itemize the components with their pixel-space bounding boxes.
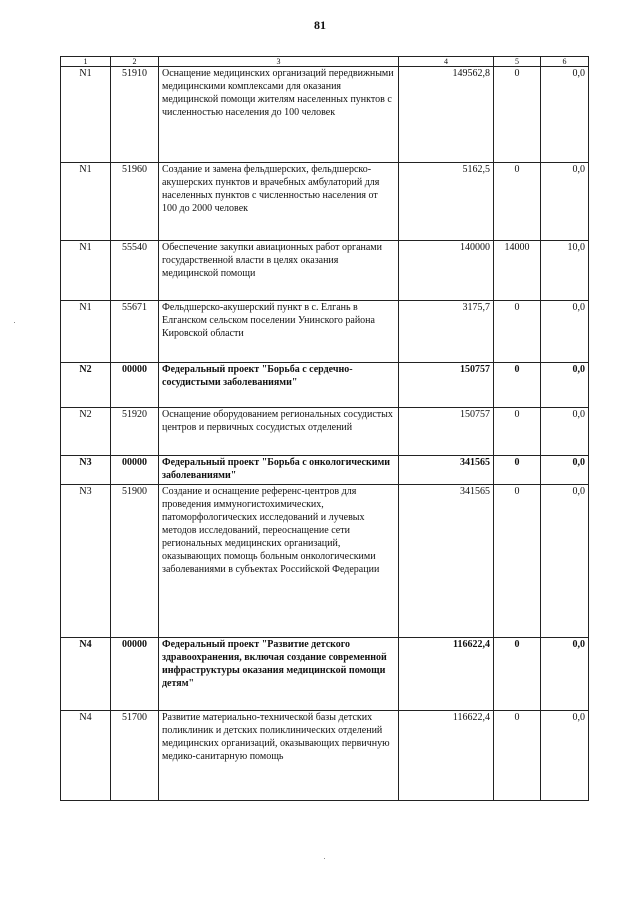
section-code: N2 xyxy=(61,363,111,408)
expense-code: 00000 xyxy=(111,638,159,711)
table-row xyxy=(61,456,589,485)
table-row xyxy=(61,163,589,241)
row-description: Федеральный проект "Борьба с сердечно-сосудистыми заболеваниями" xyxy=(159,363,399,408)
section-code: N1 xyxy=(61,67,111,163)
page-number: 81 xyxy=(314,18,326,32)
amount-total: 5162,5 xyxy=(399,163,494,241)
amount-total: 150757 xyxy=(399,408,494,456)
amount-col5: 0 xyxy=(494,711,541,801)
table-row xyxy=(61,711,589,801)
amount-total: 116622,4 xyxy=(399,711,494,801)
expense-code: 00000 xyxy=(111,456,159,485)
amount-total: 140000 xyxy=(399,241,494,301)
amount-col6: 0,0 xyxy=(541,456,589,485)
expense-code: 51700 xyxy=(111,711,159,801)
table-row xyxy=(61,301,589,363)
section-code: N4 xyxy=(61,711,111,801)
header-cell-4: 4 xyxy=(399,57,494,67)
amount-col6: 0,0 xyxy=(541,711,589,801)
amount-col5: 0 xyxy=(494,363,541,408)
section-code: N3 xyxy=(61,485,111,638)
amount-col6: 0,0 xyxy=(541,638,589,711)
amount-col5: 0 xyxy=(494,638,541,711)
section-code: N4 xyxy=(61,638,111,711)
row-description: Федеральный проект "Развитие детского здравоохранения, включая создание современной инфраструктуры оказания медицинской помощи детям" xyxy=(159,638,399,711)
amount-col6: 0,0 xyxy=(541,363,589,408)
table-row xyxy=(61,241,589,301)
expense-code: 51900 xyxy=(111,485,159,638)
table-row xyxy=(61,408,589,456)
expense-code: 51920 xyxy=(111,408,159,456)
row-description: Развитие материально-технической базы детских поликлиник и детских поликлинических отделений медицинских организаций, оказывающих первичную медико-санитарную помощь xyxy=(159,711,399,801)
row-description: Обеспечение закупки авиационных работ органами государственной власти в целях оказания медицинской помощи xyxy=(159,241,399,301)
amount-total: 341565 xyxy=(399,456,494,485)
amount-col6: 0,0 xyxy=(541,163,589,241)
expense-code: 51960 xyxy=(111,163,159,241)
header-cell-6: 6 xyxy=(541,57,589,67)
row-description: Фельдшерско-акушерский пункт в с. Елгань в Елганском сельском поселении Унинского района Кировской области xyxy=(159,301,399,363)
table-row xyxy=(61,67,589,163)
row-description: Федеральный проект "Борьба с онкологическими заболеваниями" xyxy=(159,456,399,485)
amount-col6: 0,0 xyxy=(541,301,589,363)
amount-col5: 14000 xyxy=(494,241,541,301)
expense-code: 00000 xyxy=(111,363,159,408)
header-cell-3: 3 xyxy=(159,57,399,67)
amount-col6: 0,0 xyxy=(541,67,589,163)
table-row xyxy=(61,363,589,408)
expense-code: 55540 xyxy=(111,241,159,301)
scan-speck xyxy=(324,858,325,859)
amount-col5: 0 xyxy=(494,67,541,163)
amount-total: 150757 xyxy=(399,363,494,408)
amount-col5: 0 xyxy=(494,408,541,456)
header-cell-1: 1 xyxy=(61,57,111,67)
row-description: Оснащение медицинских организаций передвижными медицинскими комплексами для оказания медицинской помощи жителям населенных пунктов с численностью населения до 100 человек xyxy=(159,67,399,163)
amount-col6: 0,0 xyxy=(541,408,589,456)
scan-speck xyxy=(14,322,15,323)
section-code: N3 xyxy=(61,456,111,485)
amount-col5: 0 xyxy=(494,456,541,485)
expense-code: 51910 xyxy=(111,67,159,163)
budget-table xyxy=(60,56,589,801)
amount-col6: 0,0 xyxy=(541,485,589,638)
amount-col5: 0 xyxy=(494,301,541,363)
amount-col5: 0 xyxy=(494,485,541,638)
amount-total: 116622,4 xyxy=(399,638,494,711)
amount-total: 341565 xyxy=(399,485,494,638)
table-row xyxy=(61,485,589,638)
row-description: Создание и замена фельдшерских, фельдшерско-акушерских пунктов и врачебных амбулаторий для населенных пунктов с численностью населения от 100 до 2000 человек xyxy=(159,163,399,241)
header-row xyxy=(61,57,589,67)
amount-total: 149562,8 xyxy=(399,67,494,163)
header-cell-2: 2 xyxy=(111,57,159,67)
header-cell-5: 5 xyxy=(494,57,541,67)
expense-code: 55671 xyxy=(111,301,159,363)
amount-total: 3175,7 xyxy=(399,301,494,363)
section-code: N1 xyxy=(61,301,111,363)
section-code: N1 xyxy=(61,241,111,301)
row-description: Оснащение оборудованием региональных сосудистых центров и первичных сосудистых отделений xyxy=(159,408,399,456)
amount-col6: 10,0 xyxy=(541,241,589,301)
section-code: N2 xyxy=(61,408,111,456)
amount-col5: 0 xyxy=(494,163,541,241)
table-row xyxy=(61,638,589,711)
section-code: N1 xyxy=(61,163,111,241)
row-description: Создание и оснащение референс-центров для проведения иммуногистохимических, патоморфологических исследований и лучевых методов исследований, переоснащение сети региональных медицинских организаций, оказывающих помощь больным онкологическими заболеваниями в субъектах Российской Федерации xyxy=(159,485,399,638)
